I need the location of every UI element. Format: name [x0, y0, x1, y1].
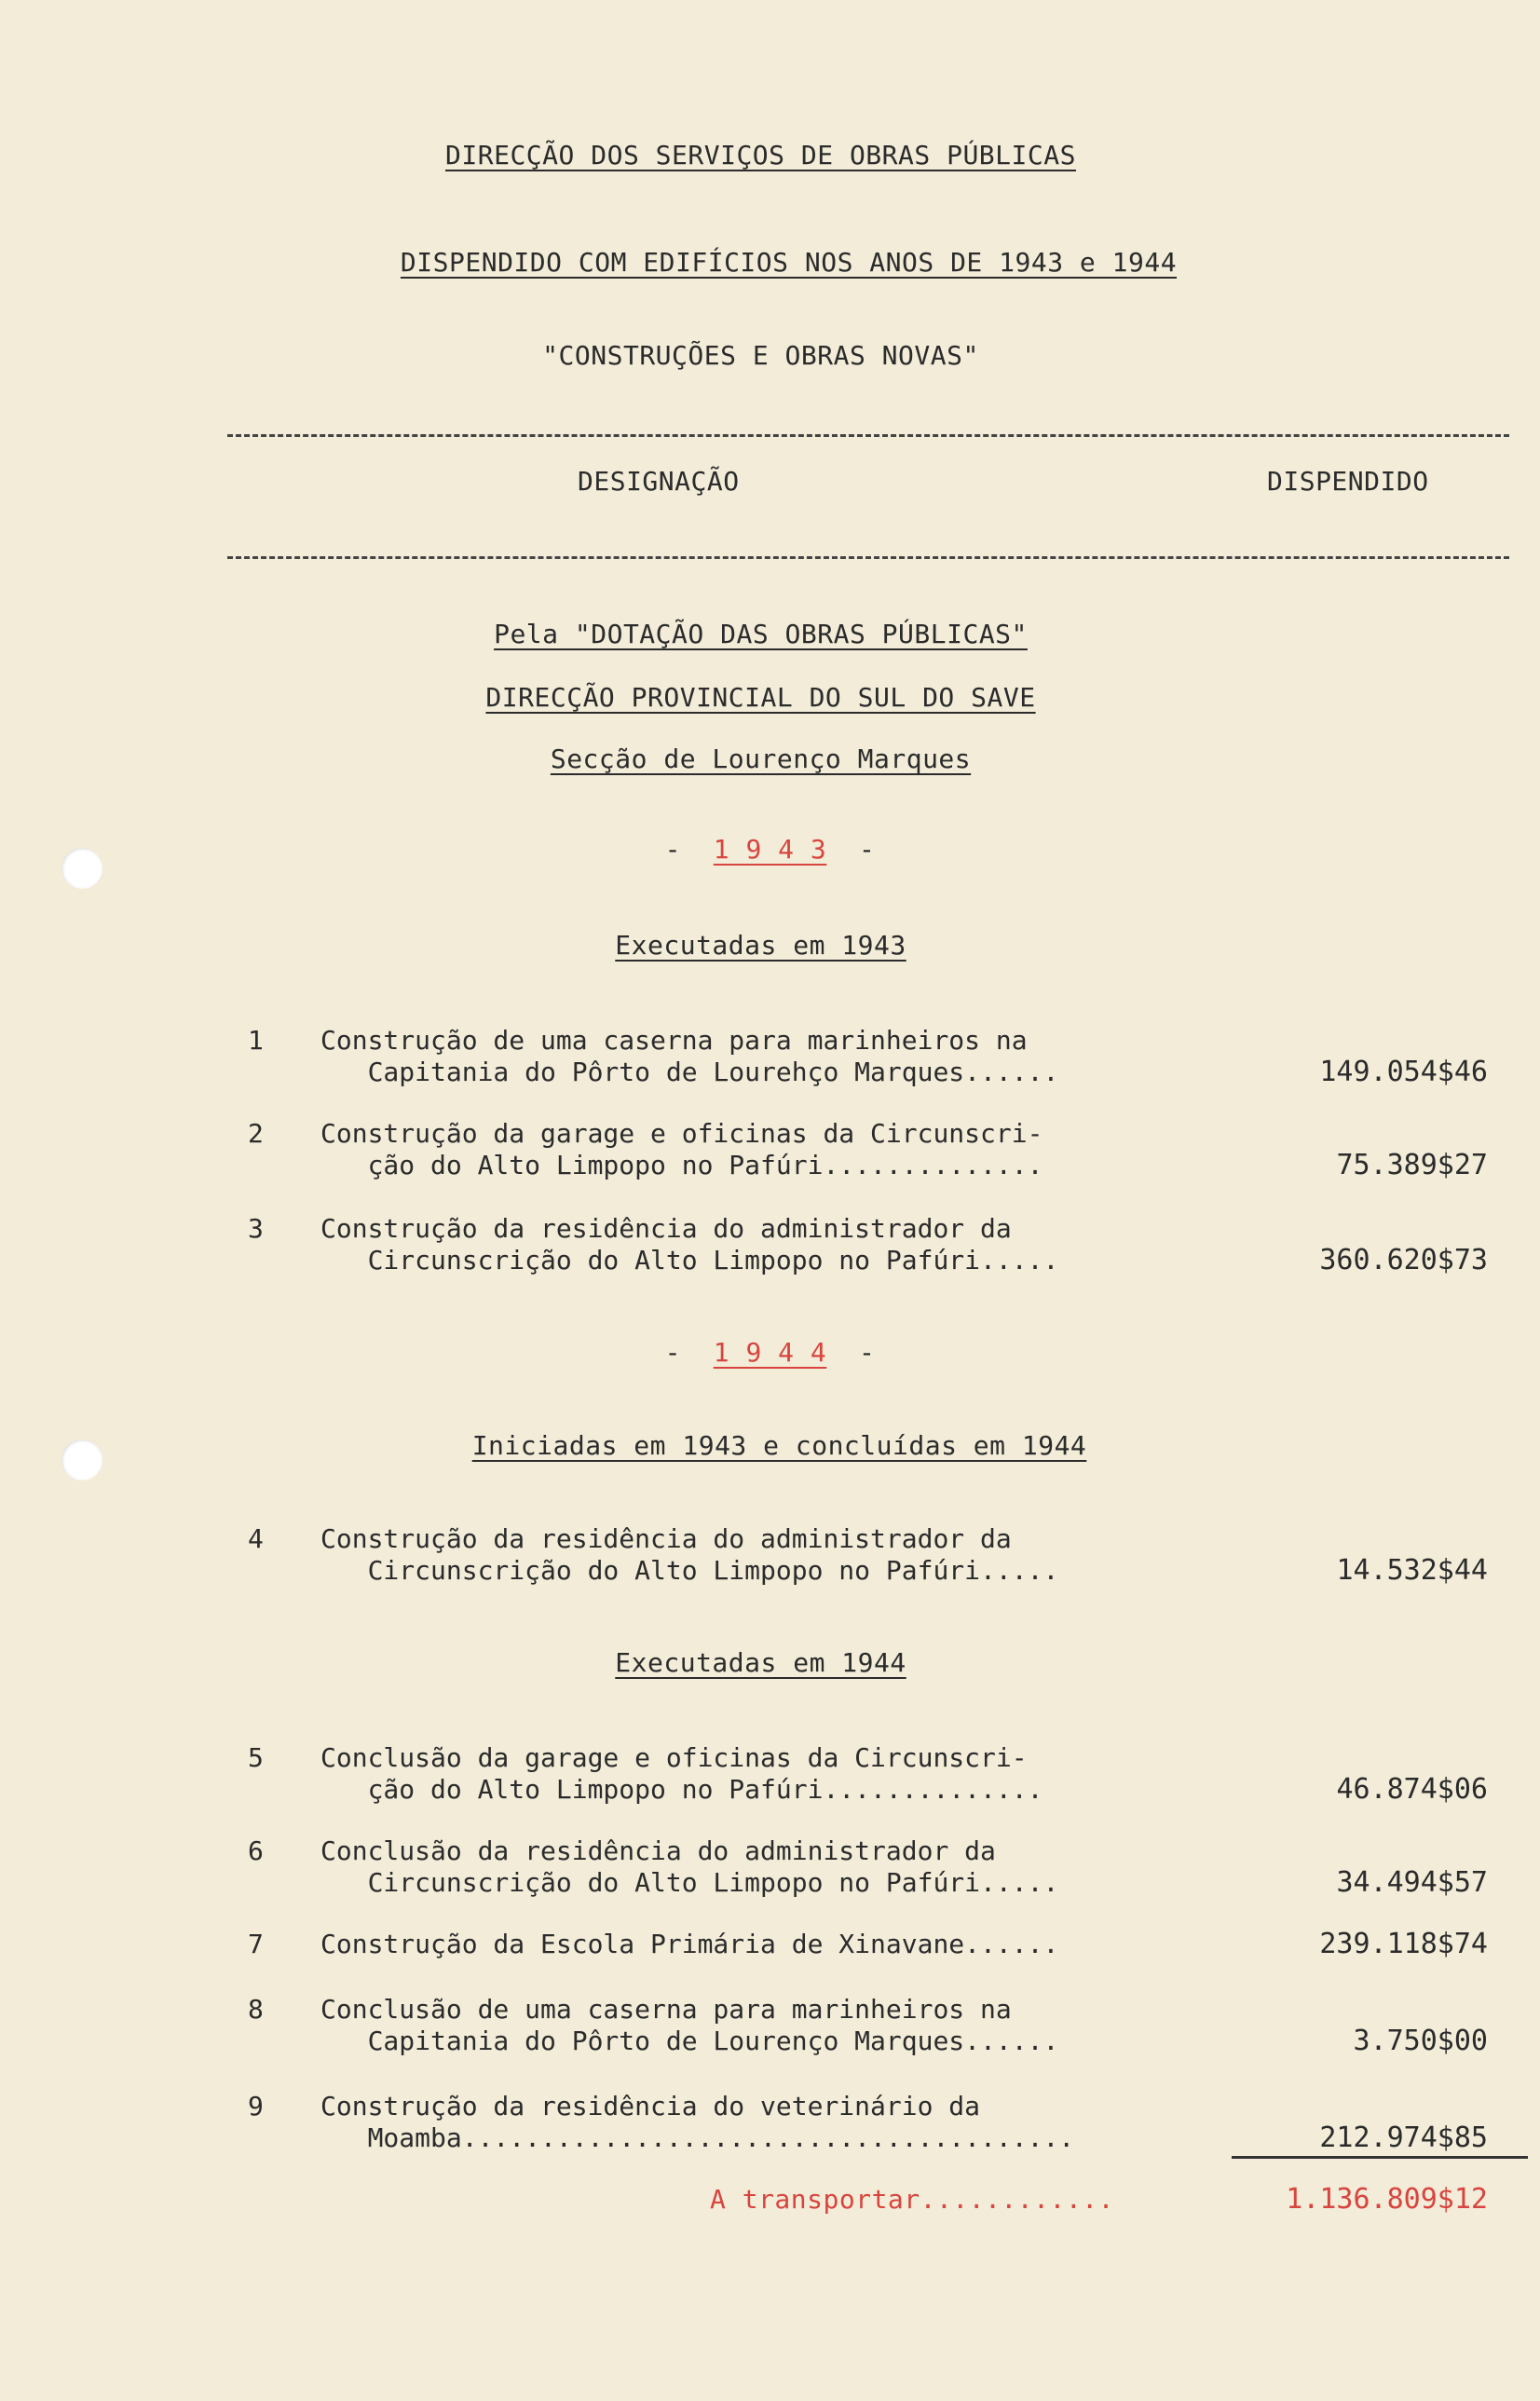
item-amount: 239.118$74: [1319, 1928, 1488, 1960]
item-description: Circunscrição do Alto Limpopo no Pafúri.....: [320, 1867, 1059, 1898]
item-amount: 34.494$57: [1336, 1866, 1488, 1899]
item-number: 9: [248, 2091, 264, 2121]
item-description: Circunscrição do Alto Limpopo no Pafúri.....: [320, 1555, 1059, 1586]
item-amount: 360.620$73: [1319, 1244, 1488, 1276]
subheading-executadas-1944: Executadas em 1944: [615, 1647, 906, 1678]
item-number: 8: [248, 1994, 264, 2025]
item-description: Construção da Escola Primária de Xinavane......: [320, 1929, 1059, 1959]
item-amount: 212.974$85: [1319, 2121, 1488, 2154]
item-amount: 75.389$27: [1336, 1149, 1488, 1181]
carry-forward-label: A transportar............: [710, 2184, 1114, 2215]
item-number: 4: [248, 1523, 264, 1554]
item-description: Moamba.......................................: [320, 2122, 1075, 2153]
item-number: 1: [248, 1025, 264, 1056]
item-amount: 3.750$00: [1353, 2025, 1488, 2057]
carry-forward-amount: 1.136.809$12: [1286, 2183, 1488, 2216]
item-description: Conclusão da garage e oficinas da Circunscri-: [320, 1742, 1028, 1773]
table-header-rule: [227, 556, 1509, 559]
item-description: Capitania do Pôrto de Lourenço Marques......: [320, 2026, 1059, 2056]
subheading-iniciadas: Iniciadas em 1943 e concluídas em 1944: [471, 1430, 1087, 1461]
column-header-designacao: DESIGNAÇÃO: [578, 466, 740, 497]
header-subtitle: DISPENDIDO COM EDIFÍCIOS NOS ANOS DE 1943 e 1944: [400, 247, 1178, 278]
year-heading-1943: - 1 9 4 3 -: [664, 834, 876, 865]
item-amount: 14.532$44: [1336, 1554, 1488, 1587]
item-description: Construção da residência do administrador da: [320, 1523, 1012, 1554]
subheading-executadas-1943: Executadas em 1943: [615, 930, 906, 961]
item-number: 6: [248, 1835, 264, 1866]
section-secretariat: Secção de Lourenço Marques: [550, 743, 972, 774]
item-number: 7: [248, 1929, 264, 1959]
item-description: Conclusão de uma caserna para marinheiros na: [320, 1994, 1012, 2025]
item-description: Construção da residência do administrador da: [320, 1213, 1012, 1244]
item-number: 2: [248, 1118, 264, 1149]
header-category: "CONSTRUÇÕES E OBRAS NOVAS": [542, 340, 979, 371]
item-description: ção do Alto Limpopo no Pafúri..............: [320, 1150, 1043, 1180]
section-directorate: DIRECÇÃO PROVINCIAL DO SUL DO SAVE: [485, 682, 1036, 713]
item-number: 5: [248, 1742, 264, 1773]
table-top-rule: [227, 434, 1509, 437]
item-description: Conclusão da residência do administrador da: [320, 1835, 996, 1866]
item-description: ção do Alto Limpopo no Pafúri..............: [320, 1774, 1043, 1805]
item-description: Construção da residência do veterinário da: [320, 2091, 981, 2121]
item-amount: 46.874$06: [1336, 1773, 1488, 1806]
item-description: Circunscrição do Alto Limpopo no Pafúri.....: [320, 1245, 1059, 1276]
item-description: Capitania do Pôrto de Lourehço Marques......: [320, 1057, 1059, 1087]
item-amount: 149.054$46: [1319, 1056, 1488, 1088]
year-heading-1944: - 1 9 4 4 -: [664, 1337, 876, 1368]
subtotal-rule: [1232, 2156, 1528, 2159]
item-description: Construção de uma caserna para marinheiros na: [320, 1025, 1028, 1056]
header-title: DIRECÇÃO DOS SERVIÇOS DE OBRAS PÚBLICAS: [445, 140, 1076, 171]
column-header-dispendido: DISPENDIDO: [1267, 466, 1429, 497]
item-number: 3: [248, 1213, 264, 1244]
section-funding: Pela "DOTAÇÃO DAS OBRAS PÚBLICAS": [494, 619, 1028, 649]
item-description: Construção da garage e oficinas da Circunscri-: [320, 1118, 1043, 1149]
